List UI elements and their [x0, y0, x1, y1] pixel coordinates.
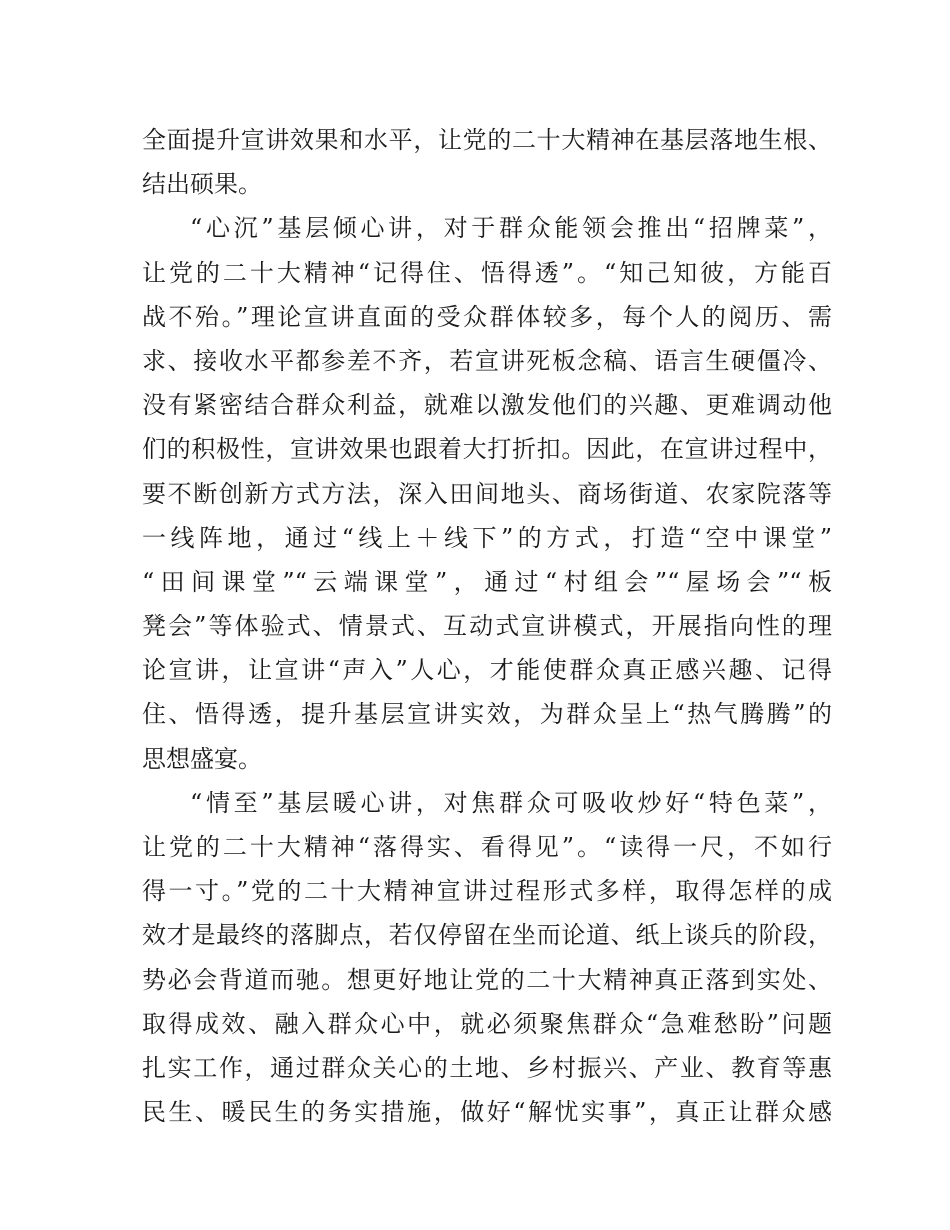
text-line: 战不殆。”理论宣讲直面的受众群体较多，每个人的阅历、需: [142, 302, 832, 331]
text-line: 民生、暖民生的务实措施，做好“解忧实事”，真正让群众感: [142, 1098, 832, 1127]
text-line: 得一寸。”党的二十大精神宣讲过程形式多样，取得怎样的成: [142, 877, 832, 906]
text-line: 住、悟得透，提升基层宣讲实效，为群众呈上“热气腾腾”的: [142, 700, 832, 729]
text-line: 效才是最终的落脚点，若仅停留在坐而论道、纸上谈兵的阶段，: [142, 921, 832, 950]
text-line: 们的积极性，宣讲效果也跟着大打折扣。因此，在宣讲过程中，: [142, 435, 832, 464]
text-line: 要不断创新方式方法，深入田间地头、商场街道、农家院落等: [142, 479, 832, 508]
text-line: 论宣讲，让宣讲“声入”人心，才能使群众真正感兴趣、记得: [142, 656, 832, 685]
text-line: 结出硕果。: [142, 170, 262, 199]
text-line: 没有紧密结合群众利益，就难以激发他们的兴趣、更难调动他: [142, 391, 832, 420]
text-line: 取得成效、融入群众心中，就必须聚焦群众“急难愁盼”问题: [142, 1009, 832, 1038]
text-line: 扎实工作，通过群众关心的土地、乡村振兴、产业、教育等惠: [142, 1053, 832, 1082]
text-line: 势必会背道而驰。想更好地让党的二十大精神真正落到实处、: [142, 965, 832, 994]
text-line: 让党的二十大精神“落得实、看得见”。“读得一尺，不如行: [142, 833, 832, 861]
text-line: 求、接收水平都参差不齐，若宣讲死板念稿、语言生硬僵冷、: [142, 346, 832, 375]
text-line: 凳会”等体验式、情景式、互动式宣讲模式，开展指向性的理: [142, 612, 832, 641]
paragraph-start-line: “情至”基层暖心讲，对焦群众可吸收炒好“特色菜”，: [190, 788, 832, 817]
paragraph-start-line: “心沉”基层倾心讲，对于群众能领会推出“招牌菜”，: [190, 214, 832, 243]
text-line: 让党的二十大精神“记得住、悟得透”。“知己知彼，方能百: [142, 258, 832, 287]
text-line: 思想盛宴。: [142, 744, 262, 773]
text-line: “田间课堂”“云端课堂”，通过“村组会”“屋场会”“板: [142, 567, 832, 596]
text-line: 全面提升宣讲效果和水平，让党的二十大精神在基层落地生根、: [142, 126, 832, 154]
body-text: [142, 118, 832, 1134]
text-line: 一线阵地，通过“线上＋线下”的方式，打造“空中课堂”: [142, 523, 832, 552]
